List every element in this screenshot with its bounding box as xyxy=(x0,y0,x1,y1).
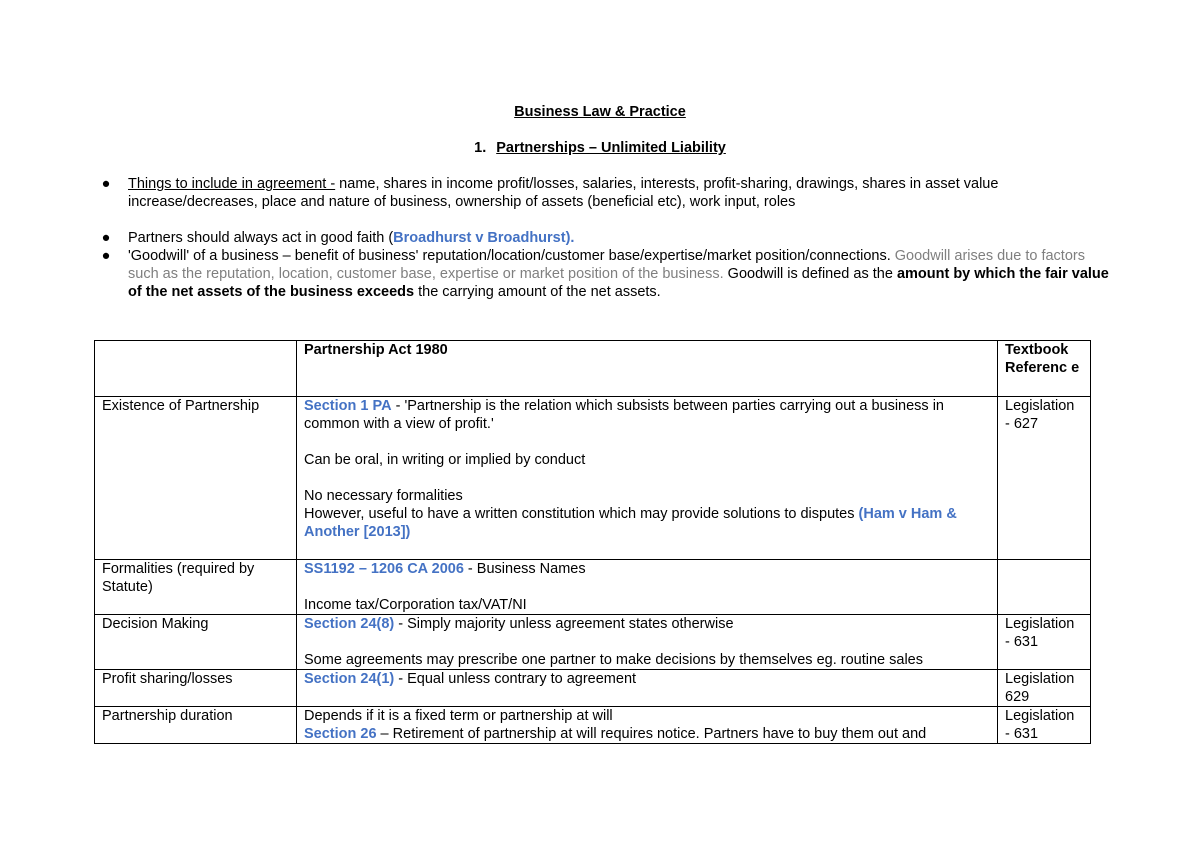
section-title: Partnerships – Unlimited Liability xyxy=(496,140,726,156)
list-item xyxy=(100,229,1110,247)
row-topic: Existence of Partnership xyxy=(95,397,297,560)
row-textbook-ref: Legislation - 627 xyxy=(998,397,1091,560)
partnership-table xyxy=(94,340,1091,744)
row-textbook-ref: Legislation - 631 xyxy=(998,707,1091,744)
section-heading xyxy=(0,139,1200,157)
statute-reference: Section 1 PA xyxy=(304,398,392,414)
table-row xyxy=(95,670,1091,707)
row-content xyxy=(297,560,998,615)
header-cell-textbook: Textbook Referenc e xyxy=(998,341,1091,397)
list-item xyxy=(100,175,1110,211)
goodwill-grey-text: Goodwill arises due to factors such as the reputation, location, customer base, expertise or market position of the business. xyxy=(128,248,1085,282)
row-text: Depends if it is a fixed term or partnership at will xyxy=(304,708,613,724)
bullet-icon: ● xyxy=(101,176,111,192)
header-cell-topic xyxy=(95,341,297,397)
table-row xyxy=(95,397,1091,560)
header-cell-act: Partnership Act 1980 xyxy=(297,341,998,397)
statute-reference: Section 26 xyxy=(304,726,377,742)
table-row xyxy=(95,560,1091,615)
row-text: No necessary formalities xyxy=(304,488,463,504)
agreement-label: Things to include in agreement - xyxy=(128,176,336,192)
row-textbook-ref xyxy=(998,560,1091,615)
goodwill-definition-pre: Goodwill is defined as the xyxy=(723,266,897,282)
row-text: - Simply majority unless agreement states otherwise xyxy=(394,616,734,632)
statute-reference: Section 24(1) xyxy=(304,671,395,687)
row-topic: Partnership duration xyxy=(95,707,297,744)
good-faith-text: Partners should always act in good faith ( xyxy=(128,230,394,246)
statute-reference: Section 24(8) xyxy=(304,616,395,632)
bullet-icon: ● xyxy=(101,230,111,246)
table-row xyxy=(95,615,1091,670)
section-number: 1. xyxy=(474,140,487,156)
row-text: Some agreements may prescribe one partner to make decisions by themselves eg. routine sales xyxy=(304,652,923,668)
row-text: However, useful to have a written constitution which may provide solutions to disputes xyxy=(304,506,859,522)
row-text: - Equal unless contrary to agreement xyxy=(394,671,637,687)
good-faith-case: Broadhurst v Broadhurst). xyxy=(393,230,575,246)
row-text: – Retirement of partnership at will requires notice. Partners have to buy them out and xyxy=(376,726,927,742)
row-text: Income tax/Corporation tax/VAT/NI xyxy=(304,597,527,613)
row-topic: Profit sharing/losses xyxy=(95,670,297,707)
row-text: - Business Names xyxy=(463,561,586,577)
statute-reference: SS1192 – 1206 CA 2006 xyxy=(304,561,464,577)
row-text: - 'Partnership is the relation which subsists between parties carrying out a business in common with a view of profit.' xyxy=(304,398,944,432)
row-content xyxy=(297,615,998,670)
row-content xyxy=(297,397,998,560)
row-topic: Decision Making xyxy=(95,615,297,670)
row-topic: Formalities (required by Statute) xyxy=(95,560,297,615)
row-textbook-ref: Legislation - 631 xyxy=(998,615,1091,670)
row-textbook-ref: Legislation 629 xyxy=(998,670,1091,707)
row-text: Can be oral, in writing or implied by conduct xyxy=(304,452,586,468)
table-row xyxy=(95,707,1091,744)
goodwill-definition-bold: amount by which the fair value of the net assets of the business exceeds xyxy=(128,266,1109,300)
row-content xyxy=(297,670,998,707)
list-item xyxy=(100,247,1110,301)
row-content xyxy=(297,707,998,744)
table-header-row xyxy=(95,341,1091,397)
bullet-list-agreement xyxy=(100,175,1110,211)
case-reference: (Ham v Ham & Another [2013]) xyxy=(304,506,957,540)
bullet-list-principles xyxy=(100,229,1110,301)
document-title: Business Law & Practice xyxy=(514,104,686,120)
bullet-icon: ● xyxy=(101,248,111,264)
goodwill-text: 'Goodwill' of a business – benefit of business' reputation/location/customer base/expertise/market position/connections. xyxy=(128,248,895,264)
goodwill-definition-post: the carrying amount of the net assets. xyxy=(414,284,661,300)
agreement-text: name, shares in income profit/losses, salaries, interests, profit-sharing, drawings, shares in asset value increase/decreases, place and nature of business, ownership of assets (beneficial etc), work input, roles xyxy=(128,176,999,210)
